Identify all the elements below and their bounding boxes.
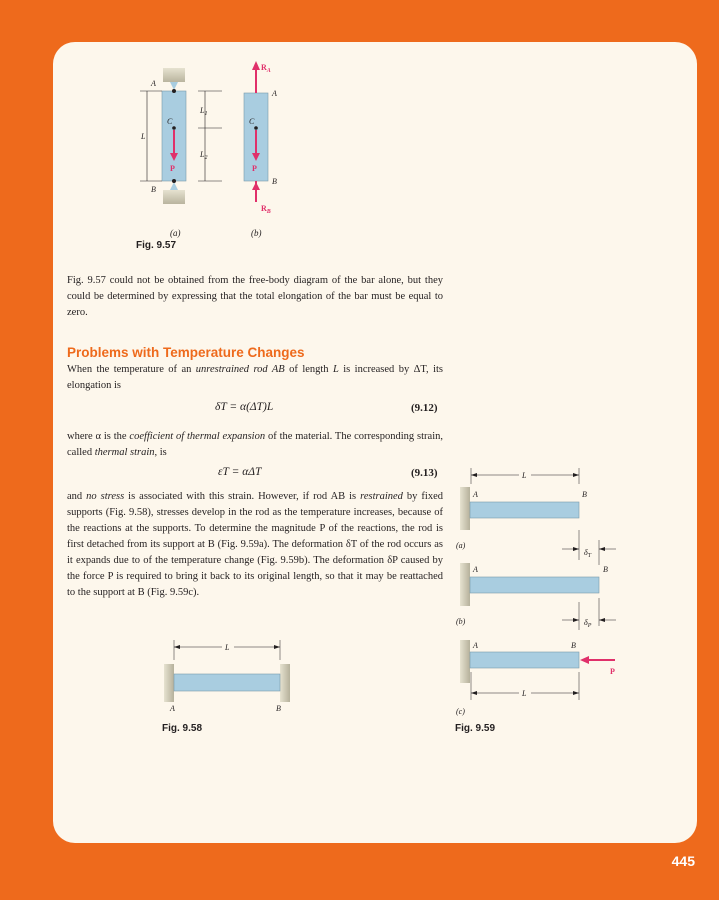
label-P-959c: P bbox=[610, 667, 615, 676]
label-A-959a: A bbox=[473, 490, 478, 499]
wall-959b bbox=[460, 563, 470, 606]
label-B-957a: B bbox=[151, 185, 156, 194]
fig957-sub-a: (a) bbox=[170, 228, 181, 238]
right-wall-958 bbox=[280, 664, 290, 702]
bottom-support bbox=[163, 190, 185, 204]
rod-959a bbox=[470, 502, 579, 518]
label-sub-a-959: (a) bbox=[456, 541, 466, 550]
label-A-957a: A bbox=[151, 79, 156, 88]
label-L-959c: L bbox=[522, 689, 527, 698]
label-L2: $L_2$ bbox=[200, 150, 208, 161]
label-L-958: L bbox=[225, 643, 230, 652]
rod-959b bbox=[470, 577, 599, 593]
equation-9-12: δT = α(ΔT)L bbox=[215, 401, 274, 413]
label-B-959a: B bbox=[582, 490, 587, 499]
paragraph-1: Fig. 9.57 could not be obtained from the free-body diagram of the bar alone, but they could be determined by expressing that the total elongation of the bar must be equal to zero. bbox=[67, 275, 443, 318]
fig959-caption: Fig. 9.59 bbox=[455, 723, 496, 734]
equation-9-13-number: (9.13) bbox=[411, 467, 438, 479]
label-B-959b: B bbox=[603, 565, 608, 574]
left-wall-958 bbox=[164, 664, 174, 702]
label-sub-c-959: (c) bbox=[456, 707, 465, 716]
label-P-957b: P bbox=[252, 164, 257, 173]
label-C-957b: C bbox=[249, 117, 255, 126]
label-B-957b: B bbox=[272, 177, 277, 186]
label-deltaT: $\delta_T$ bbox=[584, 548, 592, 559]
rod-959c bbox=[470, 652, 579, 668]
label-C-957a: C bbox=[167, 117, 173, 126]
fig957-caption: Fig. 9.57 bbox=[136, 240, 177, 251]
label-A-957b: A bbox=[272, 89, 277, 98]
label-A-959b: A bbox=[473, 565, 478, 574]
label-P-957a: P bbox=[170, 164, 175, 173]
label-A-958: A bbox=[170, 704, 175, 713]
label-B-958: B bbox=[276, 704, 281, 713]
label-A-959c: A bbox=[473, 641, 478, 650]
paragraph-intro: When the temperature of an unrestrained rod AB of length L is increased by ΔT, its elongation is bbox=[67, 364, 443, 391]
top-support bbox=[163, 68, 185, 82]
wall-959a bbox=[460, 487, 470, 530]
paragraph-3: and no stress is associated with this strain. However, if rod AB is restrained by fixed supports (Fig. 9.58), stresses develop in the rod as the temperature increases, because of the reactions at the supports. To determine the magnitude P of the reactions, the rod is first detached from its support at B (Fig. 9.59a). The deformation δT of the rod occurs as it expands due to of the temperature change (Fig. 9.59b). The deformation δP caused by the force P is required to bring it back to its original length, so that it may be reattached to the support at B (Fig. 9.59c). bbox=[67, 491, 443, 598]
label-L-957a: L bbox=[141, 132, 146, 141]
equation-9-13: εT = αΔT bbox=[218, 466, 262, 478]
equation-9-12-number: (9.12) bbox=[411, 402, 438, 414]
wall-959c bbox=[460, 640, 470, 683]
label-sub-b-959: (b) bbox=[456, 617, 466, 626]
label-B-959c: B bbox=[571, 641, 576, 650]
label-RA: $R_A$ bbox=[261, 63, 271, 74]
label-deltaP: $\delta_P$ bbox=[584, 618, 592, 629]
fig958-caption: Fig. 9.58 bbox=[162, 723, 203, 734]
section-heading: Problems with Temperature Changes bbox=[67, 345, 305, 360]
label-L1: $L_1$ bbox=[200, 106, 208, 117]
page-number: 445 bbox=[671, 853, 695, 869]
label-RB: $R_B$ bbox=[261, 204, 271, 215]
paragraph-where: where α is the coefficient of thermal expansion of the material. The corresponding strain, called thermal strain, is bbox=[67, 431, 443, 458]
label-L-959a: L bbox=[522, 471, 527, 480]
rod-958 bbox=[174, 674, 280, 691]
fig957-sub-b: (b) bbox=[251, 228, 262, 238]
